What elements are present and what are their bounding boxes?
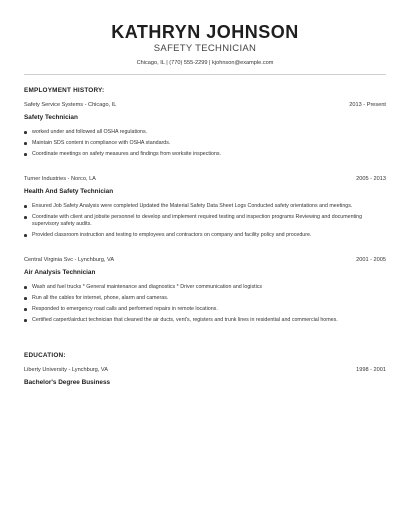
job-meta xyxy=(24,102,386,111)
job-bullet: Coordinate meetings on safety measures and findings from worksite inspections. xyxy=(24,151,386,158)
job-bullet: worked under and followed all OSHA regulations. xyxy=(24,129,386,136)
job-title: Air Analysis Technician xyxy=(24,269,96,276)
job-bullet: Wash and fuel trucks * General maintenance and diagnostics * Driver communication and logistics xyxy=(24,284,386,291)
job-dates: 2013 - Present xyxy=(349,102,386,108)
job-bullet: Certified carpert/airduct technician that cleaned the air ducts, vent's, registers and trunk lines in residential and commercial homes. xyxy=(24,317,386,324)
job-entry xyxy=(24,257,386,328)
job-title: Safety Technician xyxy=(24,114,78,121)
job-entry xyxy=(24,102,386,162)
job-bullets xyxy=(24,129,386,158)
candidate-title: SAFETY TECHNICIAN xyxy=(153,43,257,54)
job-bullets xyxy=(24,284,386,324)
education-meta xyxy=(24,367,386,376)
education-dates: 1998 - 2001 xyxy=(356,367,386,373)
education-heading: EDUCATION: xyxy=(24,352,66,359)
job-bullet: Maintain SDS content in compliance with OSHA standards. xyxy=(24,140,386,147)
job-meta xyxy=(24,176,386,185)
contact-line: Chicago, IL | (770) 555-2299 | kjohnson@example.com xyxy=(136,60,274,66)
job-bullets xyxy=(24,203,386,239)
job-bullet: Responded to emergency road calls and performed repairs in remote locations. xyxy=(24,306,386,313)
education-entry xyxy=(24,367,386,386)
job-title: Health And Safety Technician xyxy=(24,188,114,195)
employment-history-heading: EMPLOYMENT HISTORY: xyxy=(24,87,105,94)
job-employer: Central Virginia Svc - Lynchburg, VA xyxy=(24,257,115,263)
job-bullet: Ensured Job Safety Analysis were completed Updated the Material Safety Data Sheet Logs Conducted safety orientations and meetings. xyxy=(24,203,386,210)
header-divider xyxy=(24,74,386,75)
job-employer: Turner Industries - Norco, LA xyxy=(24,176,96,182)
school-name: Liberty University - Lynchburg, VA xyxy=(24,367,108,373)
job-meta xyxy=(24,257,386,266)
job-entry xyxy=(24,176,386,243)
job-dates: 2005 - 2013 xyxy=(356,176,386,182)
job-bullet: Coordinate with client and jobsite personnel to develop and implement required testing and inspection programs Reviewing and documenting supervisory safety audits. xyxy=(24,214,386,228)
job-employer: Safety Service Systems - Chicago, IL xyxy=(24,102,117,108)
job-bullet: Run all the cables for internet, phone, alarm and cameras. xyxy=(24,295,386,302)
job-dates: 2001 - 2005 xyxy=(356,257,386,263)
candidate-name: KATHRYN JOHNSON xyxy=(111,22,299,42)
degree-title: Bachelor's Degree Business xyxy=(24,379,111,386)
job-bullet: Provided classroom instruction and testing to employees and contractors on company and facility policy and procedure. xyxy=(24,232,386,239)
